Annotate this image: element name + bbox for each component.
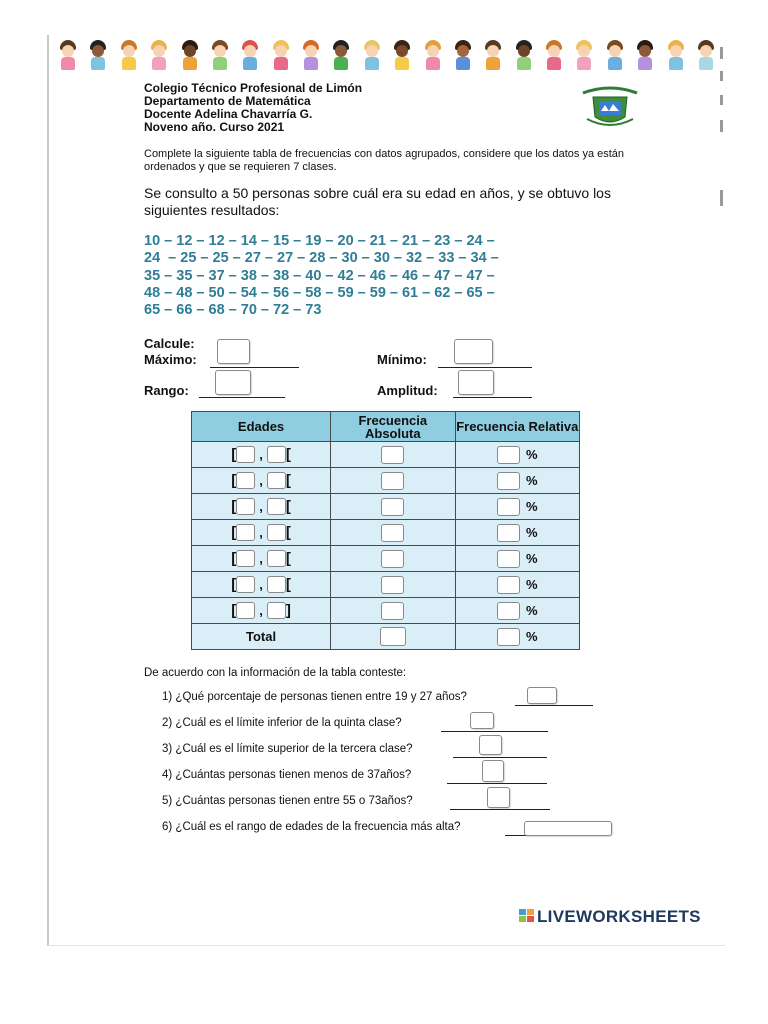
relative-frequency-input[interactable] [497, 498, 520, 516]
questions-intro: De acuerdo con la información de la tabla conteste: [144, 667, 407, 679]
range-label: Rango: [144, 383, 189, 398]
child-illustration-icon [57, 40, 79, 72]
absolute-frequency-cell [331, 494, 455, 520]
age-data-list [144, 233, 644, 319]
amplitude-underline [453, 397, 532, 398]
class-interval-cell [192, 572, 331, 598]
percent-sign: % [525, 603, 538, 618]
lower-limit-input[interactable] [236, 524, 255, 541]
lower-limit-input[interactable] [236, 472, 255, 489]
data-line: 35 – 35 – 37 – 38 – 38 – 40 – 42 – 46 – 46 – 47 – 47 – [144, 267, 495, 284]
absolute-frequency-cell [331, 572, 455, 598]
comma: , [259, 473, 263, 489]
comma: , [259, 603, 263, 619]
answer-3-input[interactable] [479, 735, 502, 755]
relative-frequency-cell [455, 572, 579, 598]
upper-limit-input[interactable] [267, 472, 286, 489]
maximum-label: Máximo: [144, 352, 197, 367]
absolute-frequency-cell [331, 520, 455, 546]
header-relative-frequency: Frecuencia Relativa [455, 412, 579, 442]
percent-sign: % [525, 577, 538, 592]
absolute-frequency-input[interactable] [381, 576, 404, 594]
absolute-frequency-input[interactable] [381, 524, 404, 542]
class-interval-cell [192, 598, 331, 624]
absolute-frequency-cell [331, 546, 455, 572]
class-interval-cell [192, 546, 331, 572]
relative-frequency-cell [455, 546, 579, 572]
calculate-label: Calcule: [144, 336, 195, 351]
answer-1-input[interactable] [527, 687, 557, 704]
range-input[interactable] [215, 370, 251, 395]
data-line: 48 – 48 – 50 – 54 – 56 – 58 – 59 – 59 – 61 – 62 – 65 – [144, 284, 495, 301]
upper-limit-input[interactable] [267, 576, 286, 593]
course-name: Noveno año. Curso 2021 [144, 120, 285, 134]
child-illustration-icon [87, 40, 109, 72]
open-bracket: [ [231, 576, 237, 594]
answer-3-underline [453, 757, 547, 758]
question-6: 6) ¿Cuál es el rango de edades de la frecuencia más alta? [162, 821, 461, 833]
child-illustration-icon [573, 40, 595, 72]
data-line: 24 – 25 – 25 – 27 – 27 – 28 – 30 – 30 – 32 – 33 – 34 – [144, 250, 499, 267]
child-illustration-icon [118, 40, 140, 72]
page-edge-marks [720, 35, 723, 945]
upper-limit-input[interactable] [267, 524, 286, 541]
relative-frequency-input[interactable] [497, 576, 520, 594]
absolute-frequency-input[interactable] [381, 498, 404, 516]
absolute-frequency-cell [331, 468, 455, 494]
total-relative-input[interactable] [497, 628, 520, 646]
instructions-text: Complete la siguiente tabla de frecuencias con datos agrupados, considere que los datos ya están ordenados y que se requieren 7 clases. [144, 148, 625, 173]
upper-limit-input[interactable] [267, 602, 286, 619]
answer-2-underline [441, 731, 548, 732]
table-row [192, 468, 580, 494]
child-illustration-icon [604, 40, 626, 72]
school-crest-logo [579, 85, 641, 129]
answer-2-input[interactable] [470, 712, 494, 729]
teacher-name: Docente Adelina Chavarría G. [144, 107, 313, 121]
minimum-label: Mínimo: [377, 352, 427, 367]
lower-limit-input[interactable] [236, 602, 255, 619]
child-illustration-icon [209, 40, 231, 72]
open-bracket: [ [231, 602, 237, 620]
close-bracket: [ [285, 498, 291, 516]
table-total-row [192, 624, 580, 650]
comma: , [259, 499, 263, 515]
child-illustration-icon [361, 40, 383, 72]
class-interval-cell [192, 520, 331, 546]
answer-5-input[interactable] [487, 787, 510, 808]
close-bracket: [ [285, 446, 291, 464]
child-illustration-icon [391, 40, 413, 72]
child-illustration-icon [270, 40, 292, 72]
child-illustration-icon [543, 40, 565, 72]
header-ages: Edades [192, 412, 331, 442]
child-illustration-icon [695, 40, 717, 72]
lower-limit-input[interactable] [236, 498, 255, 515]
maximum-input[interactable] [217, 339, 250, 364]
relative-frequency-cell [455, 598, 579, 624]
child-illustration-icon [513, 40, 535, 72]
close-bracket: [ [285, 472, 291, 490]
total-absolute-cell [331, 624, 455, 650]
department-name: Departamento de Matemática [144, 94, 311, 108]
worksheet-page [47, 35, 725, 946]
upper-limit-input[interactable] [267, 550, 286, 567]
total-relative-cell [455, 624, 579, 650]
liveworksheets-logo [519, 907, 701, 927]
open-bracket: [ [231, 472, 237, 490]
table-row [192, 598, 580, 624]
question-prompt: Se consulto a 50 personas sobre cuál era su edad en años, y se obtuvo los siguientes resultados: [144, 185, 611, 218]
child-illustration-icon [330, 40, 352, 72]
worksheet-header [144, 82, 362, 134]
frequency-table [191, 411, 580, 650]
comma: , [259, 551, 263, 567]
absolute-frequency-input[interactable] [381, 472, 404, 490]
child-illustration-icon [422, 40, 444, 72]
data-line: 10 – 12 – 12 – 14 – 15 – 19 – 20 – 21 – 21 – 23 – 24 – [144, 233, 495, 249]
close-bracket: [ [285, 550, 291, 568]
table-row [192, 546, 580, 572]
amplitude-input[interactable] [458, 370, 494, 395]
brand-name: LIVEWORKSHEETS [537, 907, 701, 926]
lower-limit-input[interactable] [236, 550, 255, 567]
percent-sign: % [525, 551, 538, 566]
relative-frequency-cell [455, 494, 579, 520]
question-1: 1) ¿Qué porcentaje de personas tienen entre 19 y 27 años? [162, 691, 467, 703]
child-illustration-icon [300, 40, 322, 72]
relative-frequency-cell [455, 468, 579, 494]
open-bracket: [ [231, 498, 237, 516]
open-bracket: [ [231, 524, 237, 542]
open-bracket: [ [231, 550, 237, 568]
child-illustration-icon [239, 40, 261, 72]
minimum-underline [438, 367, 532, 368]
child-illustration-icon [634, 40, 656, 72]
school-name: Colegio Técnico Profesional de Limón [144, 81, 363, 95]
child-illustration-icon [452, 40, 474, 72]
comma: , [259, 525, 263, 541]
relative-frequency-cell [455, 442, 579, 468]
table-row [192, 572, 580, 598]
relative-frequency-cell [455, 520, 579, 546]
question-4: 4) ¿Cuántas personas tienen menos de 37años? [162, 769, 412, 781]
absolute-frequency-cell [331, 598, 455, 624]
total-absolute-input[interactable] [380, 627, 406, 646]
absolute-frequency-input[interactable] [381, 602, 404, 620]
percent-sign: % [525, 499, 538, 514]
table-row [192, 520, 580, 546]
answer-1-underline [515, 705, 593, 706]
answer-5-underline [450, 809, 550, 810]
relative-frequency-input[interactable] [497, 524, 520, 542]
class-interval-cell [192, 494, 331, 520]
absolute-frequency-input[interactable] [381, 446, 404, 464]
percent-sign: % [525, 629, 538, 644]
upper-limit-input[interactable] [267, 446, 286, 463]
total-label: Total [192, 624, 331, 650]
close-bracket: [ [285, 576, 291, 594]
child-illustration-icon [148, 40, 170, 72]
relative-frequency-input[interactable] [497, 472, 520, 490]
children-border-decoration [57, 40, 717, 72]
child-illustration-icon [179, 40, 201, 72]
relative-frequency-input[interactable] [497, 602, 520, 620]
open-bracket: [ [231, 446, 237, 464]
maximum-underline [210, 367, 299, 368]
answer-4-underline [447, 783, 547, 784]
header-absolute-frequency: Frecuencia Absoluta [331, 412, 455, 442]
close-bracket: ] [285, 602, 291, 620]
answer-6-input[interactable] [524, 821, 612, 836]
table-row [192, 442, 580, 468]
relative-frequency-input[interactable] [497, 446, 520, 464]
class-interval-cell [192, 442, 331, 468]
answer-4-input[interactable] [482, 760, 504, 782]
question-2: 2) ¿Cuál es el límite inferior de la quinta clase? [162, 717, 402, 729]
absolute-frequency-input[interactable] [381, 550, 404, 568]
absolute-frequency-cell [331, 442, 455, 468]
lower-limit-input[interactable] [236, 446, 255, 463]
percent-sign: % [525, 525, 538, 540]
lower-limit-input[interactable] [236, 576, 255, 593]
child-illustration-icon [665, 40, 687, 72]
question-5: 5) ¿Cuántas personas tienen entre 55 o 73años? [162, 795, 413, 807]
close-bracket: [ [285, 524, 291, 542]
percent-sign: % [525, 447, 538, 462]
table-header-row [192, 412, 580, 442]
question-3: 3) ¿Cuál es el límite superior de la tercera clase? [162, 743, 413, 755]
data-line: 65 – 66 – 68 – 70 – 72 – 73 [144, 302, 322, 319]
upper-limit-input[interactable] [267, 498, 286, 515]
amplitude-label: Amplitud: [377, 383, 438, 398]
relative-frequency-input[interactable] [497, 550, 520, 568]
table-row [192, 494, 580, 520]
child-illustration-icon [482, 40, 504, 72]
percent-sign: % [525, 473, 538, 488]
comma: , [259, 577, 263, 593]
comma: , [259, 447, 263, 463]
range-underline [199, 397, 285, 398]
liveworksheets-icon [519, 909, 535, 923]
class-interval-cell [192, 468, 331, 494]
minimum-input[interactable] [454, 339, 493, 364]
